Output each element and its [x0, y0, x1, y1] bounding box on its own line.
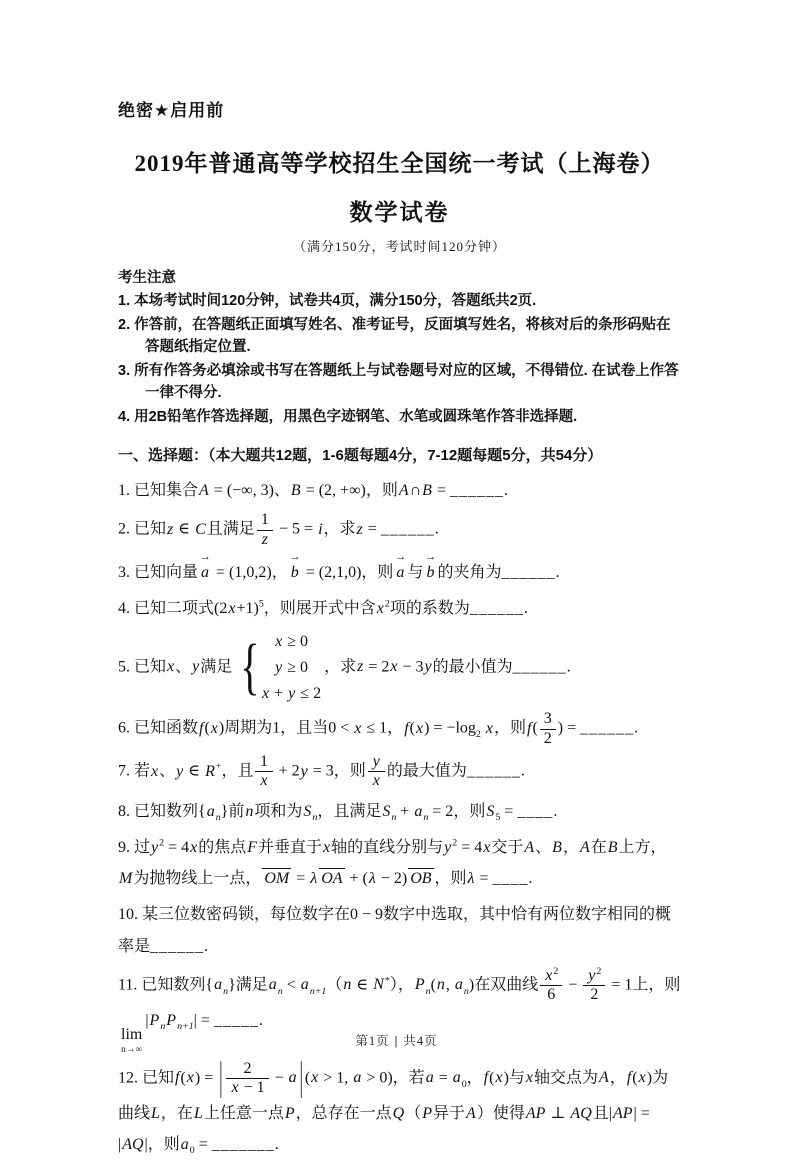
- fraction: $\frac{1}{z}$: [257, 511, 273, 549]
- questions-list: [118, 475, 681, 1160]
- section-header: 一、选择题：（本大题共12题，1-6题每题4分，7-12题每题5分，共54分）: [118, 447, 603, 465]
- question-12: 12. 已知f(x) = | $\frac{2}{x - 1}$ − a | (x > 1, a > 0)，若$a = a_0$，f(x)与x轴交点为A，f(x)为曲线L，在L上任意一点P，总存在一点Q（P异于A）使得AP ⊥ AQ且|AP| = |AQ|，则$a_0$ = _______.: [118, 1057, 669, 1156]
- fraction: $\frac{3}{2}$: [540, 710, 556, 748]
- vector-overline: OA: [321, 870, 343, 888]
- vector-arrow: → a: [199, 551, 211, 582]
- answer-blank: ______: [449, 482, 504, 500]
- question-1: 1. 已知集合A = (−∞, 3)、B = (2, +∞)，则A∩B = ______.: [118, 482, 508, 500]
- fraction: $\frac{2}{x - 1}$: [226, 1060, 268, 1098]
- question-2: 2. 已知z ∈ C且满足 $\frac{1}{z}$ − 5 = i，求z = ______.: [118, 511, 439, 548]
- answer-blank: ______: [469, 600, 524, 618]
- vector-arrow: → a: [394, 551, 407, 582]
- question-6: 6. 已知函数f(x)周期为1，且当0 < x ≤ 1，$f(x) = -\log_2$ x，则f( $\frac{3}{2}$ ) = ______.: [118, 710, 639, 747]
- vector-overline: OB: [410, 870, 432, 888]
- question-5: 5. 已知x、y满足 { x ≥ 0 y ≥ 0 x + y ≤ 2 ，求z = 2x − 3y的最小值为______.: [118, 630, 681, 706]
- question-7: 7. 若x、y ∈ R+，且 $\frac{1}{x}$ + 2y = 3，则 $\frac{y}{x}$ 的最大值为______.: [118, 752, 525, 790]
- notice-item-4: 4. 用2B铅笔作答选择题，用黑色字迹钢笔、水笔或圆珠笔作答非选择题.: [118, 408, 578, 425]
- question-3: 3. 已知向量 → a = (1,0,2)， → b = (2,1,0)，则 → a 与 → b 的夹角为______.: [118, 554, 681, 588]
- footer-page-number: 第1页: [355, 1034, 390, 1048]
- exam-info: （满分150分，考试时间120分钟）: [292, 239, 506, 254]
- footer-separator: |: [394, 1034, 399, 1048]
- footer-page-total: 共4页: [403, 1034, 438, 1048]
- answer-blank: ____: [517, 802, 554, 820]
- page-footer: [0, 1031, 793, 1049]
- answer-blank: _______: [211, 1135, 275, 1153]
- notices-title: 考生注意: [118, 270, 176, 286]
- question-11: 11. 已知数列$\{a_n\}$满足$a_n < a_{n+1}(n$ ∈ N*），$P_n(n$, $a_n$)在双曲线 $\frac{x^2}{6}$ − $\frac{y^2}{2}$ = 1上，则 lim n→∞ $|P_nP_{n+1}|$ = _____.: [118, 965, 681, 1056]
- answer-blank: ______: [380, 521, 435, 539]
- notice-item-1: 1. 本场考试时间120分钟，试卷共4页，满分150分，答题纸共2页.: [118, 293, 537, 310]
- answer-blank: _____: [213, 1011, 259, 1029]
- notice-item-3: 3. 所有作答务必填涂或书写在答题纸上与试卷题号对应的区域，不得错位. 在试卷上作答一律不得分.: [118, 362, 679, 402]
- classification-label: 绝密★启用前: [118, 101, 225, 120]
- question-4: 4. 已知二项式$(2x+1)^5$，则展开式中含$x^2$项的系数为______.: [118, 599, 528, 618]
- limit: lim n→∞: [121, 1026, 143, 1056]
- vector-arrow: → b: [424, 551, 437, 582]
- notices-section: [118, 267, 681, 428]
- answer-blank: ____: [492, 870, 529, 888]
- vector-arrow: → b: [288, 551, 301, 582]
- answer-blank: ______: [466, 762, 521, 780]
- fraction: $\frac{x^2}{6}$: [540, 967, 562, 1005]
- answer-blank: ______: [512, 658, 567, 676]
- fraction: $\frac{y}{x}$: [368, 753, 385, 791]
- question-8: 8. 已知数列$\{a_n\}$前n项和为$S_n$，且满足$S_n + a_n = 2$，则$S_5$ = ____.: [118, 802, 558, 823]
- answer-blank: ______: [501, 564, 556, 582]
- vector-overline: OM: [264, 870, 290, 888]
- system-of-inequalities: { x ≥ 0 y ≥ 0 x + y ≤ 2: [240, 632, 322, 702]
- question-10: 10. 某三位数密码锁，每位数字在0 − 9数字中选取，其中恰有两位数字相同的概率是______.: [118, 906, 672, 955]
- fraction: $\frac{y^2}{2}$: [583, 967, 605, 1005]
- notice-item-2: 2. 作答前，在答题纸正面填写姓名、准考证号，反面填写姓名，将核对后的条形码贴在答题纸指定位置.: [118, 316, 671, 356]
- brace: {: [240, 632, 260, 701]
- exam-subtitle: 数学试卷: [349, 200, 450, 225]
- question-9: 9. 过$y^2 = 4x$的焦点F并垂直于x轴的直线分别与$y^2 = 4x$交于A、B，A在B上方，M为抛物线上一点， OM = λ OA + (λ − 2) OB ，则λ = ____.: [118, 837, 667, 888]
- exam-title: 2019年普通高等学校招生全国统一考试（上海卷）: [134, 151, 665, 176]
- answer-blank: ______: [580, 719, 635, 737]
- fraction: $\frac{1}{x}$: [255, 753, 272, 791]
- answer-blank: ______: [150, 937, 205, 955]
